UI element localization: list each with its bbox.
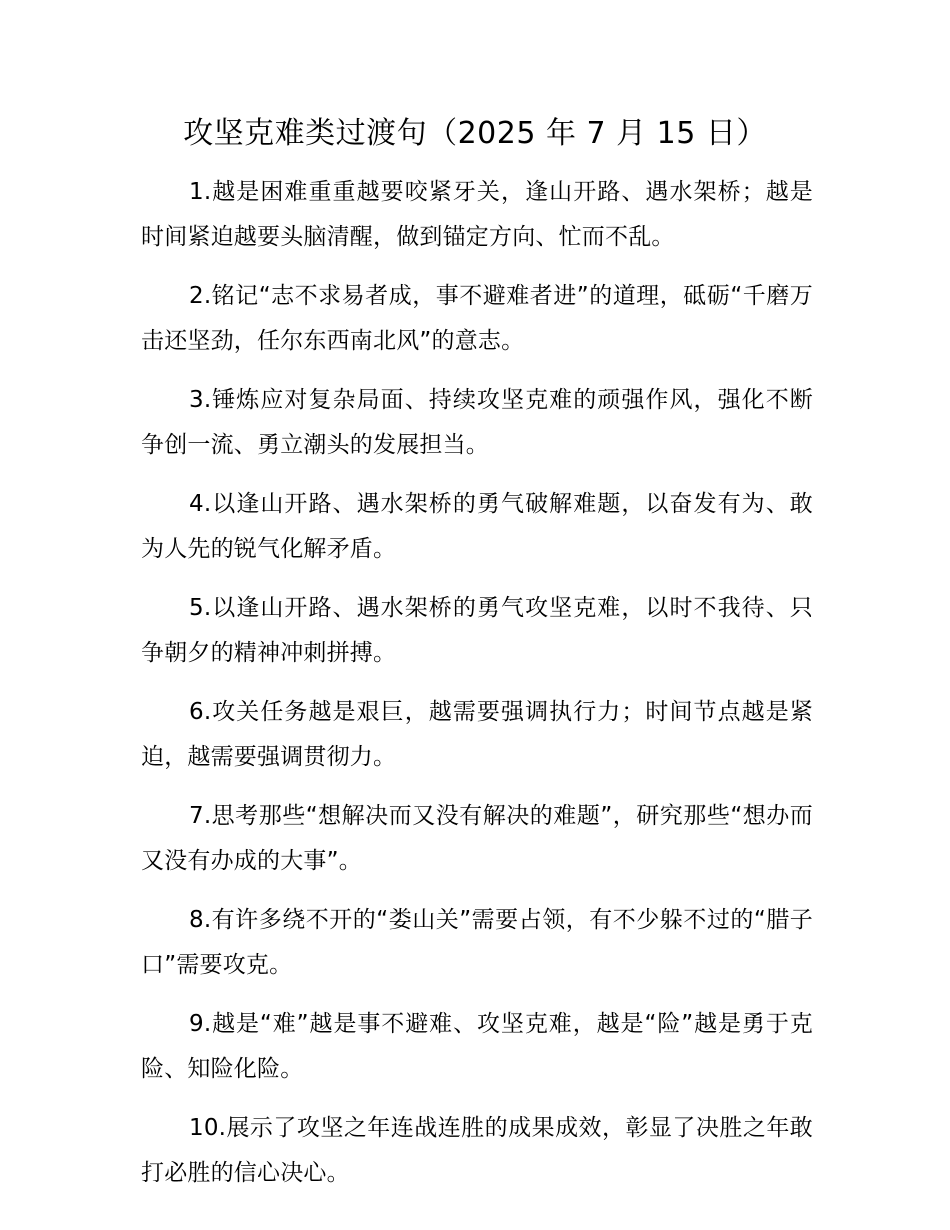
list-item-4: 4.以逢山开路、遇水架桥的勇气破解难题，以奋发有为、敢为人先的锐气化解矛盾。 — [141, 491, 813, 562]
list-item-7: 7.思考那些“想解决而又没有解决的难题”，研究那些“想办而又没有办成的大事”。 — [141, 803, 813, 874]
list-item-9: 9.越是“难”越是事不避难、攻坚克难，越是“险”越是勇于克险、知险化险。 — [141, 1011, 813, 1082]
list-item-10: 10.展示了攻坚之年连战连胜的成果成效，彰显了决胜之年敢打必胜的信心决心。 — [141, 1115, 813, 1186]
list-item-6: 6.攻关任务越是艰巨，越需要强调执行力；时间节点越是紧迫，越需要强调贯彻力。 — [141, 699, 813, 770]
list-item-1: 1.越是困难重重越要咬紧牙关，逢山开路、遇水架桥；越是时间紧迫越要头脑清醒，做到锚定方向、忙而不乱。 — [141, 179, 813, 250]
list-item-8: 8.有许多绕不开的“娄山关”需要占领，有不少躲不过的“腊子口”需要攻克。 — [141, 907, 813, 978]
item-list — [141, 170, 813, 1210]
document-title: 攻坚克难类过渡句（2025 年 7 月 15 日） — [183, 116, 767, 151]
list-item-3: 3.锤炼应对复杂局面、持续攻坚克难的顽强作风，强化不断争创一流、勇立潮头的发展担当。 — [141, 387, 813, 458]
list-item-5: 5.以逢山开路、遇水架桥的勇气攻坚克难，以时不我待、只争朝夕的精神冲刺拼搏。 — [141, 595, 813, 666]
list-item-2: 2.铭记“志不求易者成，事不避难者进”的道理，砥砺“千磨万击还坚劲，任尔东西南北风”的意志。 — [141, 283, 813, 354]
